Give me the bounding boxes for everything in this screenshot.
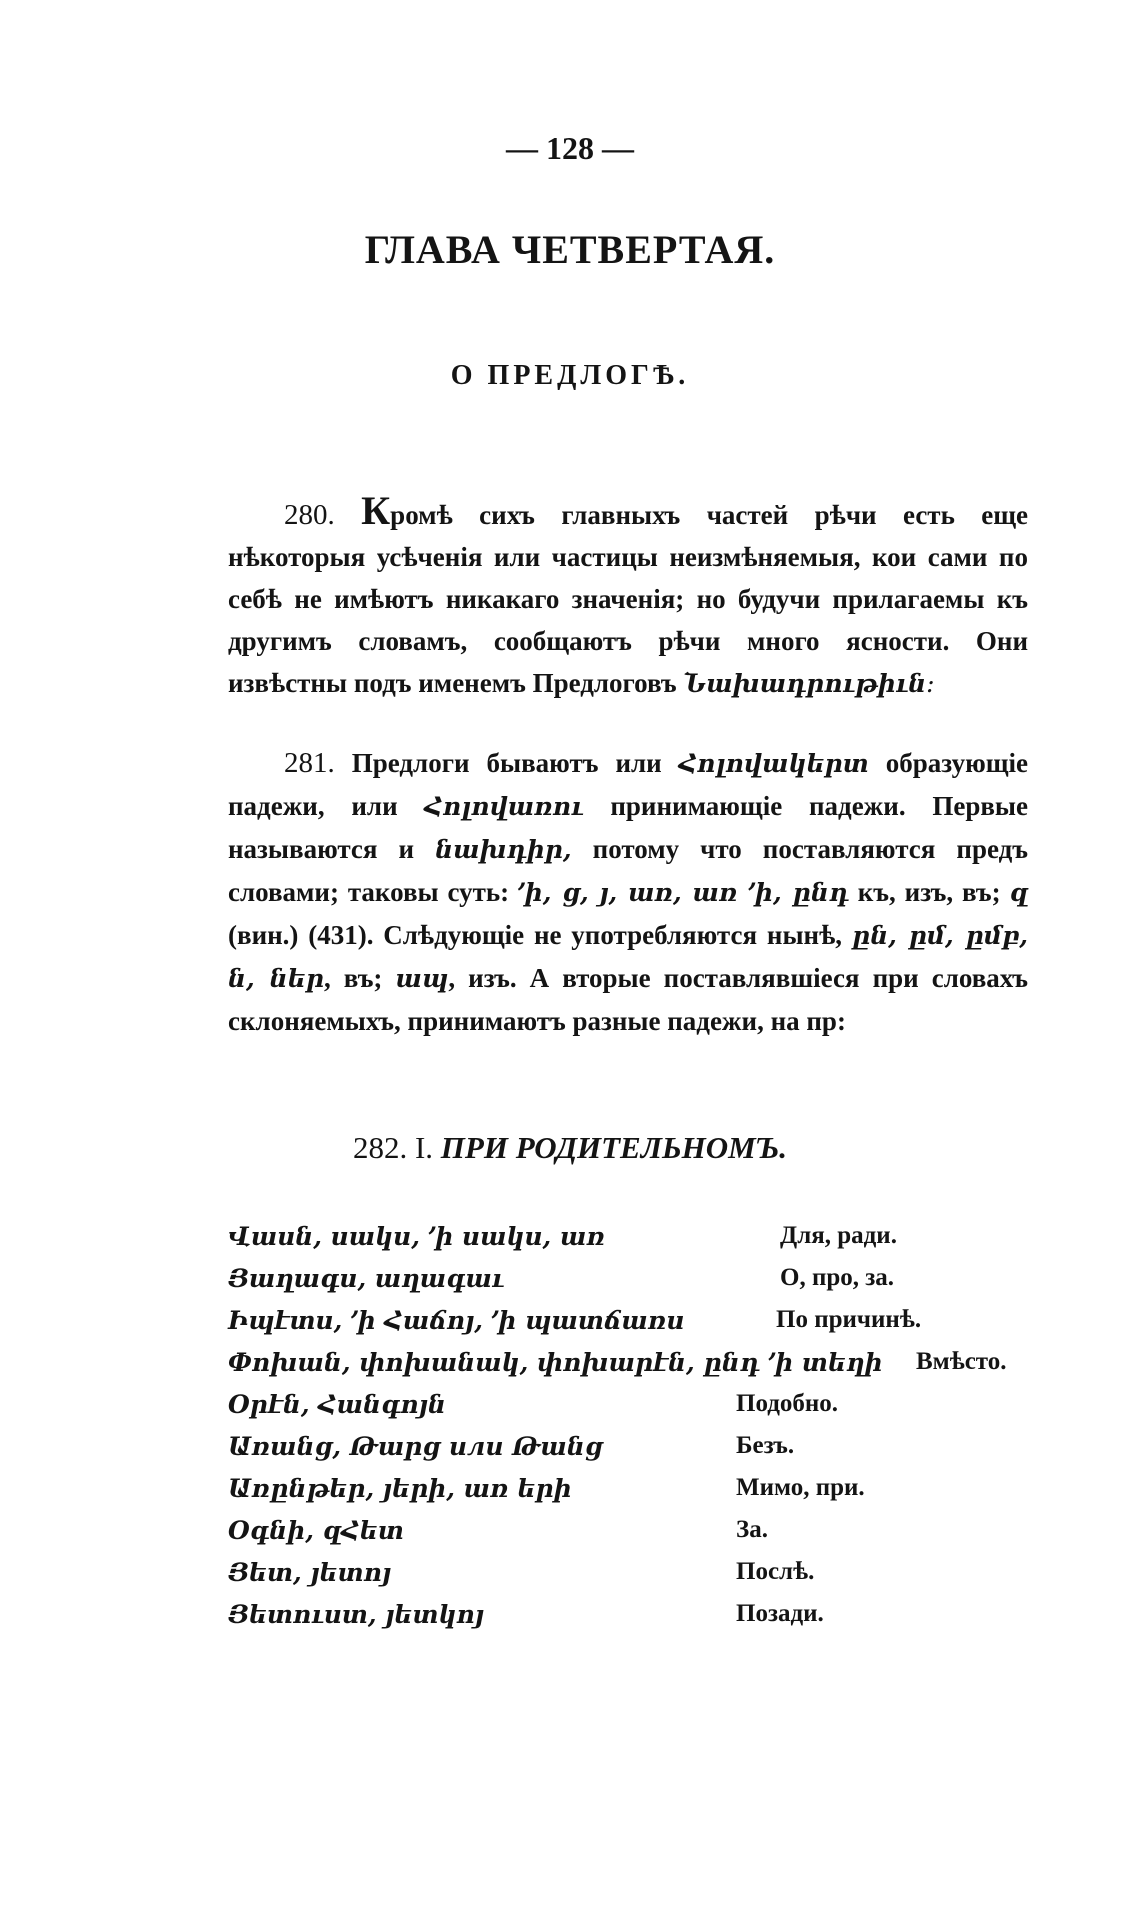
paragraph-text: , въ;: [323, 963, 383, 993]
chapter-title: ГЛАВА ЧЕТВЕРТАЯ.: [364, 227, 776, 272]
page-number: — 128 —: [506, 130, 634, 166]
paragraph-text: образующіе падежи, или: [228, 748, 1028, 821]
section-title: О ПРЕДЛОГѢ.: [450, 360, 690, 391]
armenian-term: զ: [1009, 878, 1029, 907]
subsection-heading: [0, 1130, 1140, 1166]
preposition-row: [228, 1222, 1048, 1264]
preposition-row: [228, 1432, 1048, 1474]
armenian-preposition: Վասն, սակս, ՚ի սակս, առ: [228, 1222, 605, 1251]
paragraph-text: къ, изъ, въ;: [857, 877, 1001, 907]
armenian-preposition: Յաղագս, աղագաւ: [228, 1264, 505, 1293]
paragraph-281: [228, 742, 1028, 1042]
paragraph-280: [228, 490, 1028, 705]
armenian-term: ապ: [395, 964, 449, 993]
preposition-row: [228, 1558, 1048, 1600]
preposition-row: [228, 1600, 1048, 1642]
armenian-term: Հոլովառու: [424, 792, 584, 821]
armenian-preposition: Փոխան, փոխանակ, փոխարէն, ընդ ՚ի տեղի: [228, 1348, 883, 1377]
preposition-row: [228, 1264, 1048, 1306]
preposition-row: [228, 1516, 1048, 1558]
paragraph-number: 281.: [284, 747, 335, 779]
paragraph-text: потому что поставляются предъ словами; таковы суть:: [228, 834, 1029, 907]
preposition-row: [228, 1390, 1048, 1432]
russian-translation: По причинѣ.: [776, 1306, 922, 1333]
armenian-preposition: Յետ, յետոյ: [228, 1558, 392, 1587]
russian-translation: Вмѣсто.: [916, 1348, 1007, 1375]
russian-translation: Для, ради.: [780, 1222, 897, 1249]
armenian-preposition: Յետուստ, յետկոյ: [228, 1600, 484, 1629]
armenian-term: նախդիր,: [435, 835, 572, 864]
armenian-preposition: Օրէն, Հանգոյն: [228, 1390, 446, 1419]
russian-translation: Безъ.: [736, 1432, 795, 1459]
russian-translation: Подобно.: [736, 1390, 839, 1417]
armenian-term: Նախադրութիւն։: [683, 669, 935, 698]
armenian-preposition: Առընթեր, յերի, առ երի: [228, 1474, 572, 1503]
armenian-term: ըն, ըմ, ըմբ, ն, ներ: [228, 921, 1028, 993]
paragraph-number: 280.: [284, 499, 335, 531]
paragraph-text: принимающіе падежи. Первые называются и: [228, 791, 1028, 864]
paragraph-text: Предлоги бываютъ или: [351, 748, 662, 778]
russian-translation: Мимо, при.: [736, 1474, 865, 1501]
armenian-term: Հոլովակերտ: [678, 749, 869, 778]
preposition-row: [228, 1348, 1048, 1390]
armenian-term: ՚ի, ց, յ, առ, առ ՚ի, ընդ: [518, 878, 849, 907]
russian-translation: О, про, за.: [780, 1264, 895, 1291]
preposition-row: [228, 1306, 1048, 1348]
armenian-preposition: Իպէտս, ՚ի Հաճոյ, ՚ի պատճառս: [228, 1306, 685, 1335]
russian-translation: Позади.: [736, 1600, 824, 1627]
drop-cap: К: [361, 488, 391, 533]
subsection-title: ПРИ РОДИТЕЛЬНОМЪ.: [440, 1130, 788, 1165]
paragraph-text: (вин.) (431). Слѣдующіе не употребляются нынѣ,: [228, 920, 843, 950]
paragraph-text: ромѣ сихъ главныхъ частей рѣчи есть еще нѣкоторыя усѣченія или частицы неизмѣняемыя, кои сами по себѣ не имѣютъ никакаго значенія; но будучи прилагаемы къ другимъ словамъ, сообщаютъ рѣчи много ясности. Они извѣстны подъ именемъ Предлоговъ: [228, 500, 1029, 698]
subsection-number: 282. I.: [352, 1130, 434, 1165]
russian-translation: За.: [736, 1516, 768, 1543]
paragraph-text: , изъ. А вторые поставлявшіеся при словахъ склоняемыхъ, принимаютъ разные падежи, на пр:: [228, 963, 1029, 1036]
armenian-preposition: Առանց, Թարց или Թանց: [228, 1432, 603, 1461]
russian-translation: Послѣ.: [736, 1558, 815, 1585]
preposition-row: [228, 1474, 1048, 1516]
armenian-preposition: Օգնի, զՀետ: [228, 1516, 404, 1545]
